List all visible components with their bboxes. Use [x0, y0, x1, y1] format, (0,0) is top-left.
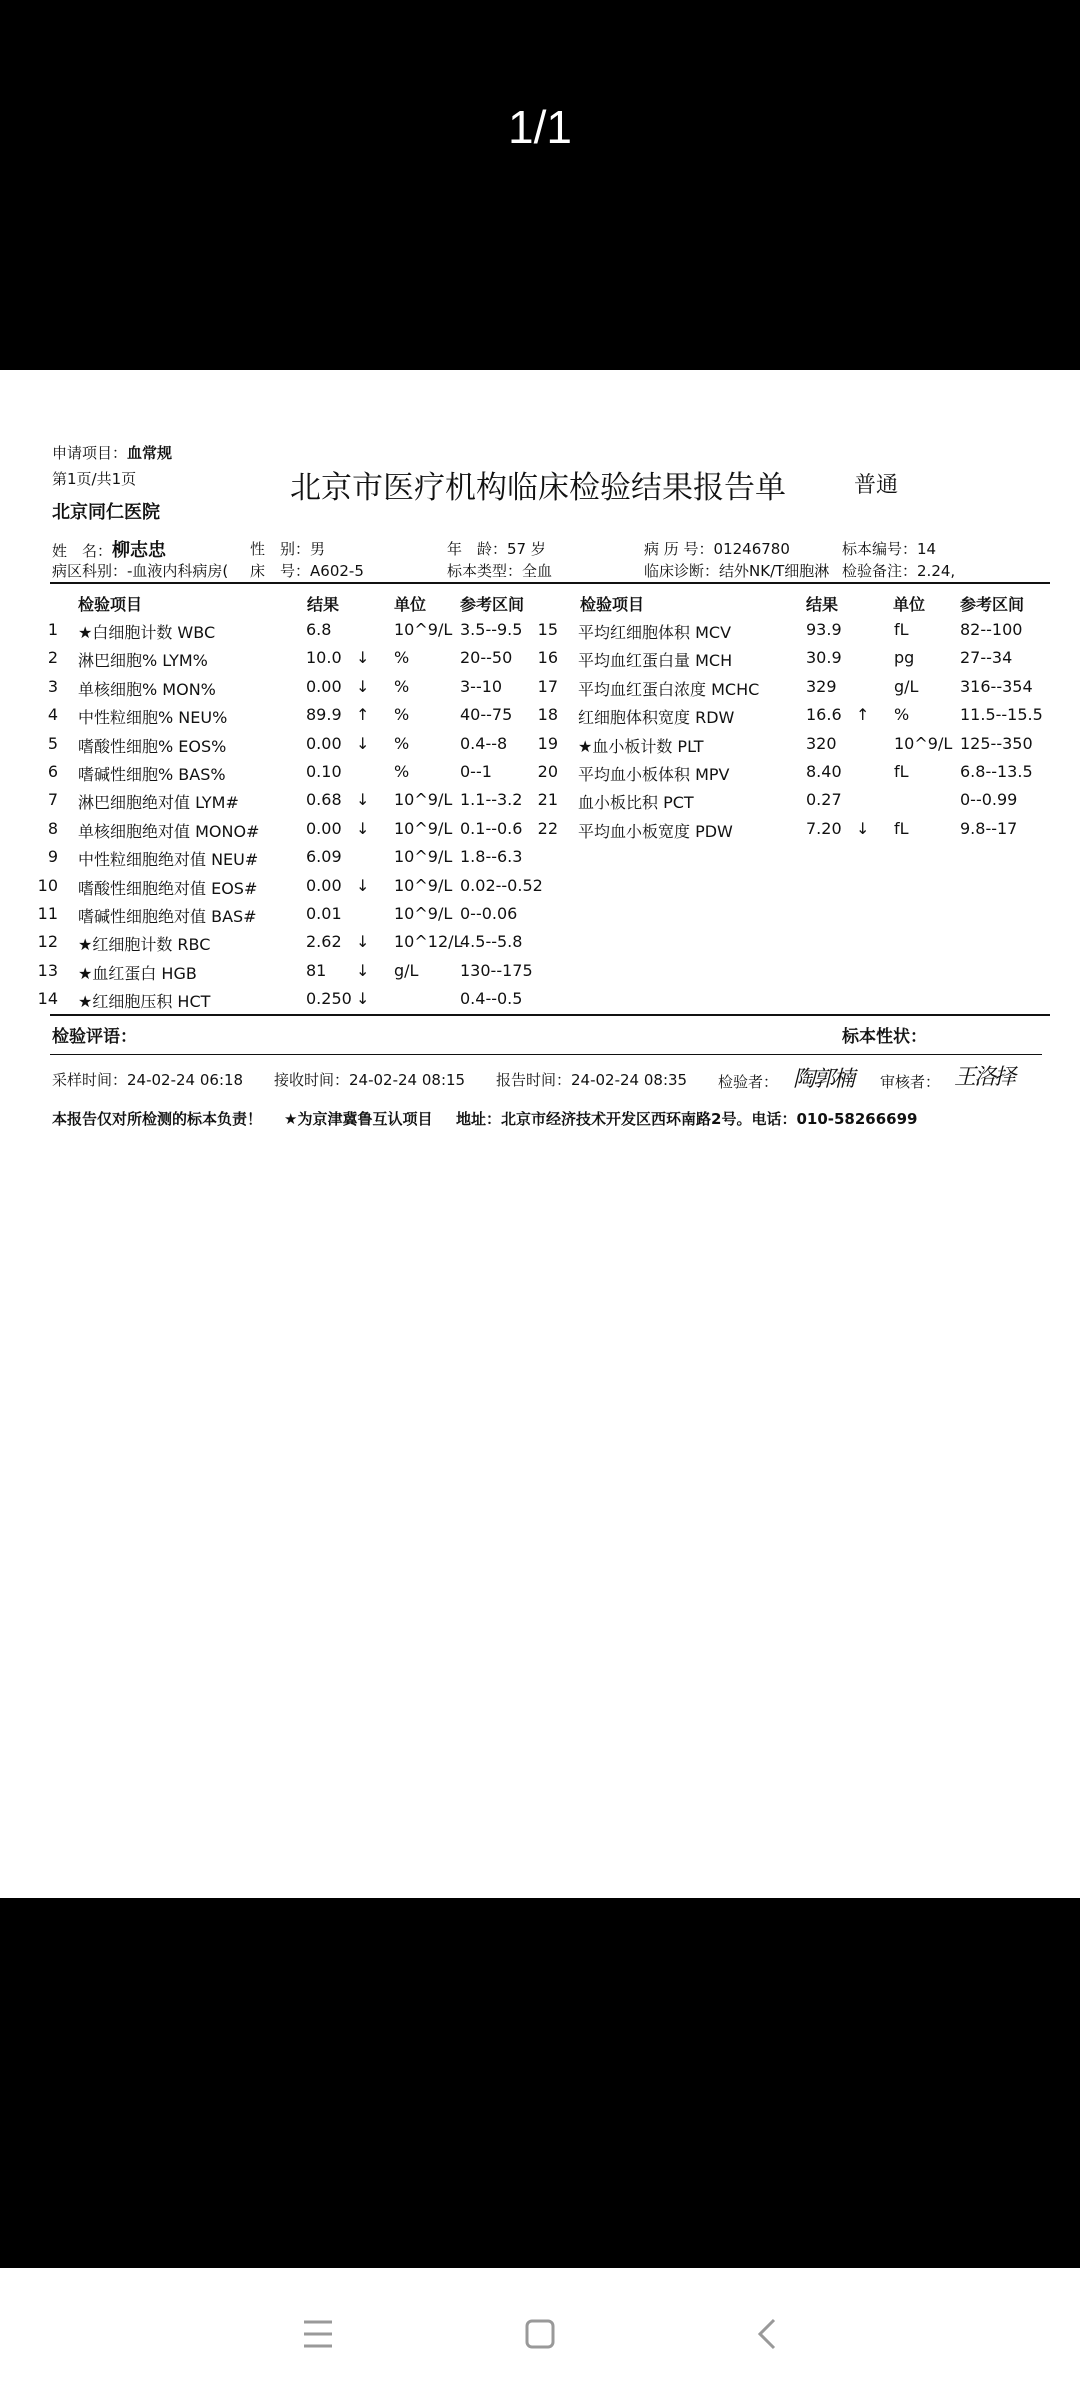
- cell-unit: 10^9/L: [394, 904, 453, 923]
- cell-no: 10: [37, 875, 58, 895]
- cell-result: 0.250: [306, 989, 352, 1009]
- table-row: [37, 960, 552, 989]
- cell-item: ★红细胞计数 RBC: [78, 935, 211, 955]
- cell-flag: ↑: [856, 705, 870, 725]
- table-row: [47, 818, 552, 847]
- cell-unit: %: [394, 676, 410, 696]
- cell-range: 6.8--13.5: [960, 762, 1033, 781]
- cell-range: 1.1--3.2: [460, 790, 523, 810]
- cell-item: ★红细胞压积 HCT: [78, 992, 211, 1012]
- cell-item: 平均红细胞体积 MCV: [578, 623, 732, 642]
- cell-flag: ↓: [856, 818, 870, 838]
- cell-unit: %: [394, 762, 410, 781]
- cell-result: 93.9: [806, 620, 842, 639]
- collect-time: 24-02-24 06:18: [127, 1071, 244, 1089]
- header-unit-right: 单位: [893, 595, 926, 614]
- mutual-recognition-note: ★为京津冀鲁互认项目: [284, 1110, 433, 1128]
- priority-label: 普通: [854, 473, 899, 498]
- cell-item: 红细胞体积宽度 RDW: [578, 708, 735, 728]
- report-time: 24-02-24 08:35: [571, 1071, 688, 1089]
- cell-no: 3: [47, 676, 58, 696]
- cell-unit: 10^9/L: [894, 733, 953, 753]
- cell-no: 17: [537, 676, 558, 696]
- comment-label: 检验评语：: [52, 1027, 137, 1047]
- cell-unit: 10^9/L: [394, 875, 453, 895]
- cell-flag: ↓: [356, 818, 370, 838]
- table-row: [37, 875, 552, 904]
- cell-flag: ↓: [356, 875, 370, 895]
- cell-result: 7.20: [806, 818, 842, 838]
- menu-button[interactable]: [278, 2296, 358, 2372]
- header-result-right: 结果: [806, 595, 839, 614]
- remark-value: 2.24,: [917, 562, 956, 580]
- cell-item: 平均血红蛋白浓度 MCHC: [578, 679, 760, 699]
- table-row: [37, 989, 552, 1017]
- home-button[interactable]: [500, 2296, 580, 2372]
- cell-item: 平均血小板宽度 PDW: [578, 821, 733, 841]
- cell-range: 82--100: [960, 620, 1023, 639]
- cell-unit: %: [394, 648, 410, 668]
- cell-item: 平均血小板体积 MPV: [578, 765, 730, 784]
- header-result: 结果: [307, 595, 340, 614]
- cell-result: 10.0: [306, 648, 342, 668]
- record-number: 01246780: [713, 540, 790, 558]
- cell-unit: g/L: [394, 960, 419, 980]
- request-item: [52, 442, 172, 463]
- cell-result: 320: [806, 733, 837, 753]
- cell-range: 0.1--0.6: [460, 818, 523, 838]
- specimen-no-label: 标本编号：: [842, 540, 918, 558]
- cell-no: 15: [537, 620, 558, 639]
- page-info: 第1页/共1页: [52, 470, 137, 488]
- cell-no: 4: [47, 705, 58, 725]
- cell-item: 嗜碱性细胞% BAS%: [78, 765, 226, 784]
- diagnosis-label: 临床诊断：: [644, 562, 720, 580]
- cell-result: 0.00: [306, 818, 342, 838]
- cell-no: 20: [537, 762, 558, 781]
- table-row: [47, 648, 552, 676]
- bed-number: A602-5: [310, 562, 364, 580]
- cell-result: 0.01: [306, 904, 342, 923]
- cell-result: 0.68: [306, 790, 342, 810]
- cell-result: 81: [306, 960, 327, 980]
- cell-range: 0.02--0.52: [460, 875, 543, 895]
- cell-unit: 10^9/L: [394, 790, 453, 810]
- cell-result: 0.00: [306, 875, 342, 895]
- cell-item: 嗜酸性细胞% EOS%: [78, 736, 227, 756]
- tester-signature: 陶郭楠: [793, 1067, 854, 1092]
- table-row: [537, 762, 1052, 790]
- cell-item: 淋巴细胞% LYM%: [78, 651, 208, 671]
- cell-range: 1.8--6.3: [460, 847, 523, 867]
- ward-label: 病区科别：: [52, 562, 128, 580]
- cell-item: 单核细胞% MON%: [78, 679, 216, 699]
- lab-report-document: [0, 370, 1080, 1898]
- reviewer-label: 审核者：: [880, 1073, 941, 1091]
- cell-range: 11.5--15.5: [960, 705, 1043, 725]
- patient-age: 57 岁: [507, 540, 546, 558]
- address: 地址：北京市经济技术开发区西环南路2号。电话：010-58266699: [456, 1110, 918, 1128]
- table-row: [47, 705, 552, 733]
- cell-result: 8.40: [806, 762, 842, 781]
- sex-label: 性 别：: [250, 540, 311, 558]
- report-title: 北京市医疗机构临床检验结果报告单: [290, 470, 786, 506]
- cell-range: 0--1: [460, 762, 492, 781]
- cell-range: 3--10: [460, 676, 503, 696]
- table-row: [37, 904, 552, 932]
- cell-flag: ↓: [356, 790, 370, 810]
- cell-no: 12: [37, 932, 58, 952]
- receive-time: 24-02-24 08:15: [349, 1071, 466, 1089]
- cell-no: 14: [37, 989, 58, 1009]
- cell-range: 0.4--8: [460, 733, 508, 753]
- home-icon: [500, 2296, 580, 2372]
- table-bottom-divider: [50, 1014, 1050, 1016]
- specimen-type-label: 标本类型：: [447, 562, 523, 580]
- cell-result: 329: [806, 676, 837, 696]
- cell-result: 0.00: [306, 676, 342, 696]
- cell-unit: fL: [894, 818, 909, 838]
- cell-no: 8: [47, 818, 58, 838]
- table-row: [537, 818, 1052, 847]
- cell-unit: 10^9/L: [394, 620, 453, 639]
- cell-range: 0--0.06: [460, 904, 518, 923]
- cell-flag: ↑: [356, 705, 370, 725]
- page-counter: 1/1: [508, 101, 572, 153]
- cell-range: 0--0.99: [960, 790, 1018, 810]
- header-divider: [50, 582, 1050, 584]
- table-row: [537, 620, 1052, 648]
- header-range: 参考区间: [460, 595, 525, 614]
- collect-label: 采样时间：: [52, 1071, 128, 1089]
- navigation-bar: [0, 2268, 1080, 2400]
- age-label: 年 龄：: [447, 540, 508, 558]
- cell-unit: fL: [894, 620, 909, 639]
- cell-result: 0.00: [306, 733, 342, 753]
- cell-result: 6.8: [306, 620, 332, 639]
- cell-flag: ↓: [356, 733, 370, 753]
- table-row: [37, 932, 552, 960]
- cell-no: 5: [47, 733, 58, 753]
- cell-no: 9: [47, 847, 58, 867]
- cell-flag: ↓: [356, 960, 370, 980]
- cell-no: 19: [537, 733, 558, 753]
- cell-flag: ↓: [356, 648, 370, 668]
- cell-unit: 10^9/L: [394, 847, 453, 867]
- menu-icon: [278, 2296, 358, 2372]
- table-row: [47, 620, 552, 648]
- diagnosis-value: 结外NK/T细胞淋: [719, 562, 830, 580]
- cell-unit: fL: [894, 762, 909, 781]
- cell-result: 16.6: [806, 705, 842, 725]
- table-row: [537, 705, 1052, 733]
- specimen-number: 14: [917, 540, 937, 558]
- cell-range: 3.5--9.5: [460, 620, 523, 639]
- cell-unit: pg: [894, 648, 915, 668]
- cell-no: 21: [537, 790, 558, 810]
- hospital-name: 北京同仁医院: [52, 502, 160, 523]
- cell-item: 中性粒细胞绝对值 NEU#: [78, 850, 259, 870]
- reviewer-signature: 王洛择: [954, 1065, 1015, 1090]
- cell-range: 9.8--17: [960, 818, 1018, 838]
- cell-item: 单核细胞绝对值 MONO#: [78, 821, 260, 841]
- cell-unit: %: [394, 733, 410, 753]
- receive-label: 接收时间：: [274, 1071, 350, 1089]
- cell-flag: ↓: [356, 676, 370, 696]
- disclaimer: 本报告仅对所检测的标本负责！: [52, 1110, 263, 1128]
- cell-range: 27--34: [960, 648, 1013, 668]
- remark-label: 检验备注：: [842, 562, 918, 580]
- cell-flag: ↓: [356, 989, 370, 1009]
- cell-item: 平均血红蛋白量 MCH: [578, 651, 733, 671]
- cell-result: 89.9: [306, 705, 342, 725]
- header-item-right: 检验项目: [580, 595, 645, 614]
- cell-no: 6: [47, 762, 58, 781]
- cell-item: ★血红蛋白 HGB: [78, 963, 197, 983]
- cell-no: 16: [537, 648, 558, 668]
- cell-no: 11: [37, 904, 58, 923]
- patient-sex: 男: [310, 540, 326, 558]
- cell-unit: %: [894, 705, 910, 725]
- cell-unit: g/L: [894, 676, 919, 696]
- specimen-type: 全血: [522, 562, 553, 580]
- header-item: 检验项目: [78, 595, 143, 614]
- cell-unit: 10^9/L: [394, 818, 453, 838]
- report-time-label: 报告时间：: [496, 1071, 572, 1089]
- table-row: [47, 847, 552, 875]
- specimen-status-label: 标本性状：: [842, 1027, 927, 1047]
- table-row: [537, 676, 1052, 705]
- cell-item: 淋巴细胞绝对值 LYM#: [78, 793, 239, 813]
- request-label: 申请项目：: [52, 444, 128, 462]
- cell-item: 嗜酸性细胞绝对值 EOS#: [78, 878, 258, 898]
- table-row: [537, 648, 1052, 676]
- table-row: [47, 762, 552, 790]
- cell-unit: 10^12/L: [394, 932, 463, 952]
- cell-result: 0.27: [806, 790, 842, 810]
- tester-label: 检验者：: [718, 1073, 779, 1091]
- cell-item: ★血小板计数 PLT: [578, 736, 704, 756]
- footer-divider: [50, 1054, 1042, 1055]
- cell-range: 4.5--5.8: [460, 932, 523, 952]
- cell-no: 18: [537, 705, 558, 725]
- cell-no: 2: [47, 648, 58, 668]
- cell-unit: %: [394, 705, 410, 725]
- request-value: 血常规: [127, 444, 173, 462]
- name-label: 姓 名：: [52, 542, 113, 560]
- cell-range: 40--75: [460, 705, 513, 725]
- table-row: [47, 676, 552, 705]
- cell-result: 30.9: [806, 648, 842, 668]
- cell-no: 7: [47, 790, 58, 810]
- cell-range: 130--175: [460, 960, 533, 980]
- back-icon: [728, 2296, 808, 2372]
- header-range-right: 参考区间: [960, 595, 1025, 614]
- cell-result: 2.62: [306, 932, 342, 952]
- header-unit: 单位: [394, 595, 427, 614]
- table-row: [47, 790, 552, 818]
- table-header: [0, 592, 1080, 620]
- back-button[interactable]: [728, 2296, 808, 2372]
- cell-item: ★白细胞计数 WBC: [78, 623, 216, 642]
- cell-no: 22: [537, 818, 558, 838]
- table-row: [537, 790, 1052, 818]
- cell-item: 中性粒细胞% NEU%: [78, 708, 228, 728]
- cell-result: 6.09: [306, 847, 342, 867]
- cell-no: 1: [47, 620, 58, 639]
- cell-flag: ↓: [356, 932, 370, 952]
- cell-no: 13: [37, 960, 58, 980]
- cell-item: 嗜碱性细胞绝对值 BAS#: [78, 907, 257, 926]
- cell-range: 20--50: [460, 648, 513, 668]
- record-label: 病 历 号：: [644, 540, 714, 558]
- table-row: [537, 733, 1052, 762]
- table-row: [47, 733, 552, 762]
- cell-result: 0.10: [306, 762, 342, 781]
- cell-range: 316--354: [960, 676, 1033, 696]
- cell-range: 0.4--0.5: [460, 989, 523, 1009]
- cell-range: 125--350: [960, 733, 1033, 753]
- cell-item: 血小板比积 PCT: [578, 793, 694, 813]
- bed-label: 床 号：: [250, 562, 311, 580]
- patient-name: 柳志忠: [112, 540, 167, 561]
- ward-value: -血液内科病房(: [127, 562, 229, 580]
